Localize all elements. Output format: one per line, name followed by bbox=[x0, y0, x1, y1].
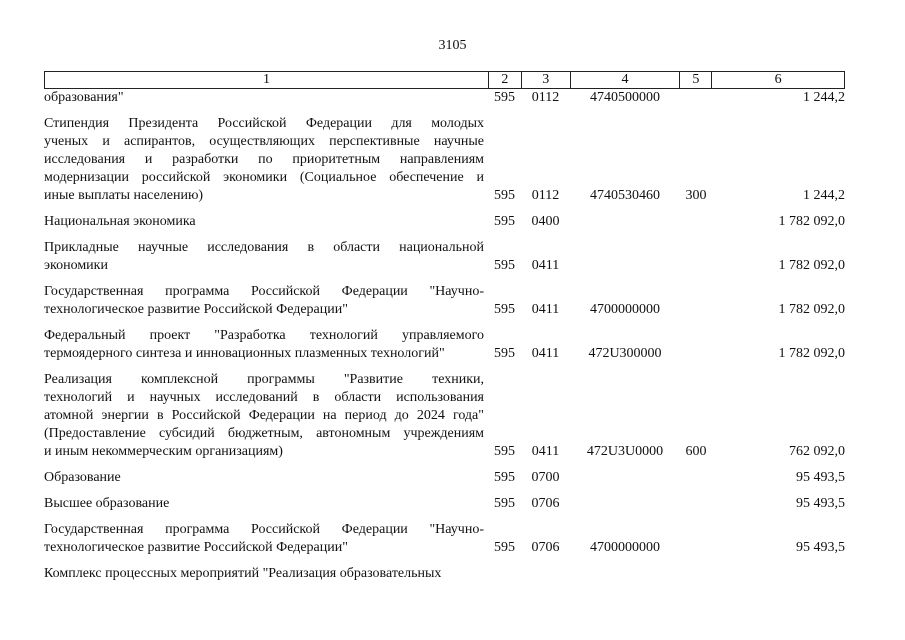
col-3-value: 0411 bbox=[531, 258, 560, 273]
row-name-line: термоядерного синтеза и инновационных плазменных технологий" bbox=[44, 346, 445, 361]
col-3-value: 0112 bbox=[531, 188, 560, 203]
row-name-line: Прикладные научные исследования в области национальной bbox=[44, 240, 484, 255]
row-name-line: иные выплаты населению) bbox=[44, 188, 204, 203]
table-row bbox=[44, 89, 845, 107]
row-name-line: Государственная программа Российской Федерации "Научно- bbox=[44, 522, 484, 537]
col-3-value: 0411 bbox=[531, 444, 560, 459]
header-col-5: 5 bbox=[679, 72, 711, 88]
col-3-value: 0411 bbox=[531, 302, 560, 317]
col-6-value: 1 782 092,0 bbox=[778, 214, 845, 229]
table-row bbox=[44, 371, 845, 461]
row-name-line: экономики bbox=[44, 258, 108, 273]
row-name-line: ученых и аспирантов, осуществляющих перспективные научные bbox=[44, 134, 484, 149]
table-row bbox=[44, 283, 845, 319]
row-name-line: технологическое развитие Российской Федерации" bbox=[44, 540, 348, 555]
row-name bbox=[44, 469, 488, 487]
col-5-value: 600 bbox=[685, 444, 707, 459]
row-name bbox=[44, 89, 488, 107]
col-2-value: 595 bbox=[494, 302, 515, 317]
row-name-line: Реализация комплексной программы "Развитие техники, bbox=[44, 372, 484, 387]
row-name bbox=[44, 239, 488, 275]
col-3-value: 0411 bbox=[531, 346, 560, 361]
col-6-value: 95 493,5 bbox=[796, 470, 845, 485]
col-2-value: 595 bbox=[494, 444, 515, 459]
page-number: 3105 bbox=[438, 38, 467, 53]
col-3-value: 0112 bbox=[531, 90, 560, 105]
col-3-value: 0700 bbox=[531, 470, 560, 485]
row-name-line: модернизации российской экономики (Социальное обеспечение и bbox=[44, 170, 484, 185]
col-2-value: 595 bbox=[494, 258, 515, 273]
row-name-line: исследования и разработки по приоритетным направлениям bbox=[44, 152, 484, 167]
row-name bbox=[44, 371, 488, 461]
table-row bbox=[44, 495, 845, 513]
row-name-line: Стипендия Президента Российской Федерации для молодых bbox=[44, 116, 484, 131]
col-6-value: 1 782 092,0 bbox=[778, 346, 845, 361]
header-col-3: 3 bbox=[521, 72, 570, 88]
col-4-value: 4700000000 bbox=[590, 540, 660, 555]
row-name bbox=[44, 213, 488, 231]
col-6-value: 95 493,5 bbox=[796, 496, 845, 511]
table-header bbox=[44, 71, 845, 89]
row-name bbox=[44, 495, 488, 513]
row-name-line: технологий и научных исследований в области использования bbox=[44, 390, 484, 405]
col-6-value: 1 244,2 bbox=[803, 188, 845, 203]
col-4-value: 4740530460 bbox=[590, 188, 660, 203]
row-name bbox=[44, 115, 488, 205]
col-6-value: 1 244,2 bbox=[803, 90, 845, 105]
col-2-value: 595 bbox=[494, 470, 515, 485]
table-row bbox=[44, 521, 845, 557]
table-row bbox=[44, 565, 845, 583]
col-6-value: 1 782 092,0 bbox=[778, 302, 845, 317]
row-name-line: Высшее образование bbox=[44, 496, 170, 511]
table-row bbox=[44, 213, 845, 231]
row-name-line: технологическое развитие Российской Федерации" bbox=[44, 302, 348, 317]
col-2-value: 595 bbox=[494, 540, 515, 555]
col-4-value: 4740500000 bbox=[590, 90, 660, 105]
row-name-line: Образование bbox=[44, 470, 121, 485]
row-name-line: Федеральный проект "Разработка технологий управляемого bbox=[44, 328, 484, 343]
col-6-value: 95 493,5 bbox=[796, 540, 845, 555]
row-name bbox=[44, 283, 488, 319]
col-4-value: 472U300000 bbox=[588, 346, 662, 361]
col-3-value: 0706 bbox=[531, 540, 560, 555]
row-name-line: Комплекс процессных мероприятий "Реализация образовательных bbox=[44, 566, 442, 581]
col-2-value: 595 bbox=[494, 214, 515, 229]
col-2-value: 595 bbox=[494, 496, 515, 511]
header-col-2: 2 bbox=[488, 72, 521, 88]
table-row bbox=[44, 239, 845, 275]
row-name bbox=[44, 565, 488, 583]
row-name-line: Государственная программа Российской Федерации "Научно- bbox=[44, 284, 484, 299]
row-name bbox=[44, 327, 488, 363]
row-name-line: атомной энергии в Российской Федерации на период до 2024 года" bbox=[44, 408, 484, 423]
col-5-value: 300 bbox=[685, 188, 707, 203]
row-name bbox=[44, 521, 488, 557]
row-name-line: Национальная экономика bbox=[44, 214, 196, 229]
table-body bbox=[44, 89, 845, 591]
col-2-value: 595 bbox=[494, 188, 515, 203]
header-col-4: 4 bbox=[570, 72, 680, 88]
table-row bbox=[44, 327, 845, 363]
row-name-line: (Предоставление субсидий бюджетным, автономным учреждениям bbox=[44, 426, 484, 441]
col-3-value: 0400 bbox=[531, 214, 560, 229]
header-col-1: 1 bbox=[262, 72, 270, 87]
col-4-value: 4700000000 bbox=[590, 302, 660, 317]
row-name-line: и иным некоммерческим организациям) bbox=[44, 444, 283, 459]
col-4-value: 472U3U0000 bbox=[586, 444, 664, 459]
col-6-value: 762 092,0 bbox=[789, 444, 845, 459]
row-name-line: образования" bbox=[44, 90, 124, 105]
col-3-value: 0706 bbox=[531, 496, 560, 511]
col-2-value: 595 bbox=[494, 346, 515, 361]
header-col-6: 6 bbox=[711, 72, 844, 88]
col-2-value: 595 bbox=[494, 90, 515, 105]
col-6-value: 1 782 092,0 bbox=[778, 258, 845, 273]
table-row bbox=[44, 115, 845, 205]
table-row bbox=[44, 469, 845, 487]
